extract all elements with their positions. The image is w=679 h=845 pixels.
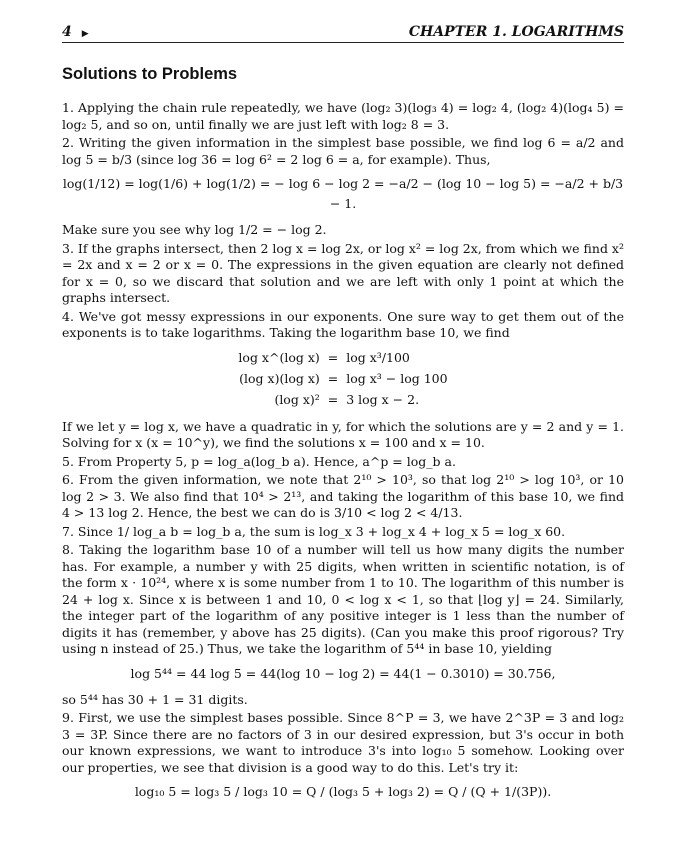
problem-5: 5. From Property 5, p = log_a(log_b a). Hence, a^p = log_b a. [62, 453, 456, 469]
problem-4: 4. We've got messy expressions in our exponents. One sure way to get them out of the exponents is to take logarithms. Taking the logarithm base 10, we find [62, 308, 624, 340]
problem-9: 9. First, we use the simplest bases possible. Since 8^P = 3, we have 2^3P = 3 and log₂ 3 = 3P. Since there are no factors of 3 in our desired expression, but 3's occur in both our known expressions, we want to introduce 3's into log₁₀ 5 somehow. Looking over our properties, we see that division is a good way to do this. Let's try it: [62, 710, 624, 775]
equation-8: log 5⁴⁴ = 44 log 5 = 44(log 10 − log 2) = 44(1 − 0.3010) = 30.756, [130, 665, 556, 681]
chapter-title: CHAPTER 1. LOGARITHMS [408, 24, 624, 40]
problem-4-solution: If we let y = log x, we have a quadratic in y, for which the solutions are y = 2 and y = 1. Solving for x (x = 10^y), we find the solutions x = 100 and x = 10. [62, 418, 624, 450]
page [62, 24, 624, 810]
problem-8-conclusion: so 5⁴⁴ has 30 + 1 = 31 digits. [62, 691, 248, 707]
eq4-line2-left: (log x)(log x) [239, 370, 320, 386]
problem-2-note: Make sure you see why log 1/2 = − log 2. [62, 222, 327, 237]
running-header [62, 24, 624, 43]
problem-3: 3. If the graphs intersect, then 2 log x = log 2x, or log x² = log 2x, from which we find x² = 2x and x = 2 or x = 0. The expressions in the given equation are clearly not defined for x = 0, so we discard that solution and we are left with only 1 point at which the graphs intersect. [62, 240, 624, 305]
problem-1: 1. Applying the chain rule repeatedly, we have (log₂ 3)(log₃ 4) = log₂ 4, (log₂ 4)(log₄ 5) = log₂ 5, and so on, until finally we are just left with log₂ 8 = 3. [62, 100, 624, 132]
eq4-line3-right: 3 log x − 2. [346, 391, 420, 407]
problem-7: 7. Since 1/ log_a b = log_b a, the sum is log_x 3 + log_x 4 + log_x 5 = log_x 60. [62, 523, 566, 539]
eq4-line1-left: log x^(log x) [238, 349, 320, 365]
problem-8: 8. Taking the logarithm base 10 of a number will tell us how many digits the number has. For example, a number y with 25 digits, when written in scientific notation, is of the form x · 10²⁴, where x is some number from 1 to 10. The logarithm of this number is 24 + log x. Since x is between 1 and 10, 0 < log x < 1, so that ⌊log y⌋ = 24. Similarly, the integer part of the logarithm of any positive integer is 1 less than the number of digits it has (remember, y above has 25 digits). (Can you make this proof rigorous? Try using n instead of 25.) Thus, we take the logarithm of 5⁴⁴ in base 10, yielding [62, 542, 624, 656]
eq4-line3-left: (log x)² [274, 391, 320, 407]
eq4-line1-equals: = [327, 349, 339, 365]
problem-2: 2. Writing the given information in the simplest base possible, we find log 6 = a/2 and log 5 = b/3 (since log 36 = log 6² = 2 log 6 = a, for example). Thus, [62, 135, 624, 167]
eq4-line3-equals: = [327, 391, 339, 407]
section-title: Solutions to Problems [62, 65, 238, 83]
equation-4-system [62, 348, 624, 409]
page-number: 4 [62, 24, 72, 40]
eq4-line2-equals: = [327, 370, 339, 386]
header-left [62, 24, 89, 40]
triangle-marker-icon: ▶ [81, 29, 89, 39]
problem-6: 6. From the given information, we note that 2¹⁰ > 10³, so that log 2¹⁰ > log 10³, or 10 log 2 > 3. We also find that 10⁴ > 2¹³, and taking the logarithm of this base 10, we find 4 > 13 log 2. Hence, the best we can do is 3/10 < log 2 < 4/13. [62, 472, 624, 520]
equation-9: log₁₀ 5 = log₃ 5 / log₃ 10 = Q / (log₃ 5 + log₃ 2) = Q / (Q + 1/(3P)). [134, 784, 552, 799]
eq4-line2-right: log x³ − log 100 [346, 370, 448, 386]
equation-2: log(1/12) = log(1/6) + log(1/2) = − log 6 − log 2 = −a/2 − (log 10 − log 5) = −a/2 + b/3 − 1. [62, 176, 624, 211]
eq4-line1-right: log x³/100 [346, 349, 410, 365]
